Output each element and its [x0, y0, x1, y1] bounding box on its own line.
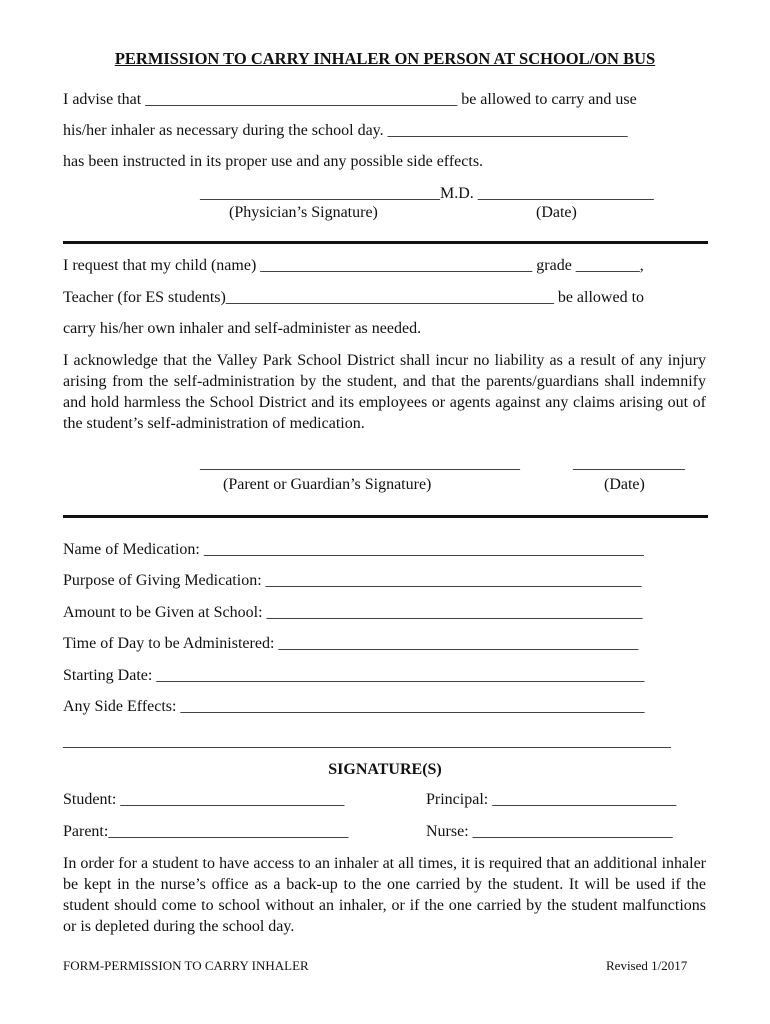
principal-signature-field: Principal: _______________________ — [426, 791, 677, 808]
medication-name-field: Name of Medication: _______________________________________________________ — [63, 541, 644, 558]
nurse-signature-field: Nurse: _________________________ — [426, 823, 673, 840]
liability-acknowledgement: I acknowledge that the Valley Park School District shall incur no liability as a result of any injury arising from the self-administration by the student, and that the parents/guardians shall indemnify and hold harmless the School District and its employees or agents against any claims arising out of the student’s self-administration of medication. — [63, 352, 706, 432]
form-title: PERMISSION TO CARRY INHALER ON PERSON AT SCHOOL/ON BUS — [114, 49, 656, 68]
physician-signature-label: (Physician’s Signature) — [229, 204, 378, 221]
medication-start-date-field: Starting Date: _____________________________________________________________ — [63, 667, 645, 684]
parent-signature-label: (Parent or Guardian’s Signature) — [223, 476, 432, 493]
medication-rule-line: ____________________________________________________________________________ — [63, 733, 671, 750]
parent-line-2: Teacher (for ES students)_________________________________________ be allowed to — [63, 289, 645, 306]
student-signature-field: Student: ____________________________ — [63, 791, 345, 808]
section-divider-2 — [63, 515, 708, 518]
medication-side-effects-field: Any Side Effects: __________________________________________________________ — [63, 698, 645, 715]
physician-line-3: has been instructed in its proper use and any possible side effects. — [63, 153, 484, 170]
physician-line-2: his/her inhaler as necessary during the school day. ______________________________ — [63, 122, 628, 139]
physician-signature-line: ______________________________M.D. ______________________ — [200, 185, 654, 202]
parent-date-line: ______________ — [573, 455, 685, 472]
footer-revision: Revised 1/2017 — [606, 958, 688, 973]
section-divider-1 — [63, 241, 708, 244]
parent-line-3: carry his/her own inhaler and self-administer as needed. — [63, 320, 422, 337]
physician-date-label: (Date) — [536, 204, 577, 221]
backup-inhaler-note: In order for a student to have access to an inhaler at all times, it is required that an additional inhaler be kept in the nurse’s office as a back-up to the one carried by the student. It will be used if the student should come to school without an inhaler, or if the one carried by the student malfunctions or is depleted during the school day. — [63, 855, 706, 935]
footer-form-name: FORM-PERMISSION TO CARRY INHALER — [63, 958, 309, 973]
medication-time-field: Time of Day to be Administered: _____________________________________________ — [63, 635, 639, 652]
physician-line-1: I advise that _______________________________________ be allowed to carry and use — [63, 91, 637, 108]
parent-signature-line: ________________________________________ — [200, 455, 520, 472]
parent-signature-field: Parent:______________________________ — [63, 823, 349, 840]
signatures-heading: SIGNATURE(S) — [328, 761, 442, 778]
medication-purpose-field: Purpose of Giving Medication: _______________________________________________ — [63, 572, 642, 589]
parent-date-label: (Date) — [604, 476, 645, 493]
parent-line-1: I request that my child (name) __________________________________ grade ________, — [63, 257, 644, 274]
medication-amount-field: Amount to be Given at School: _______________________________________________ — [63, 604, 643, 621]
